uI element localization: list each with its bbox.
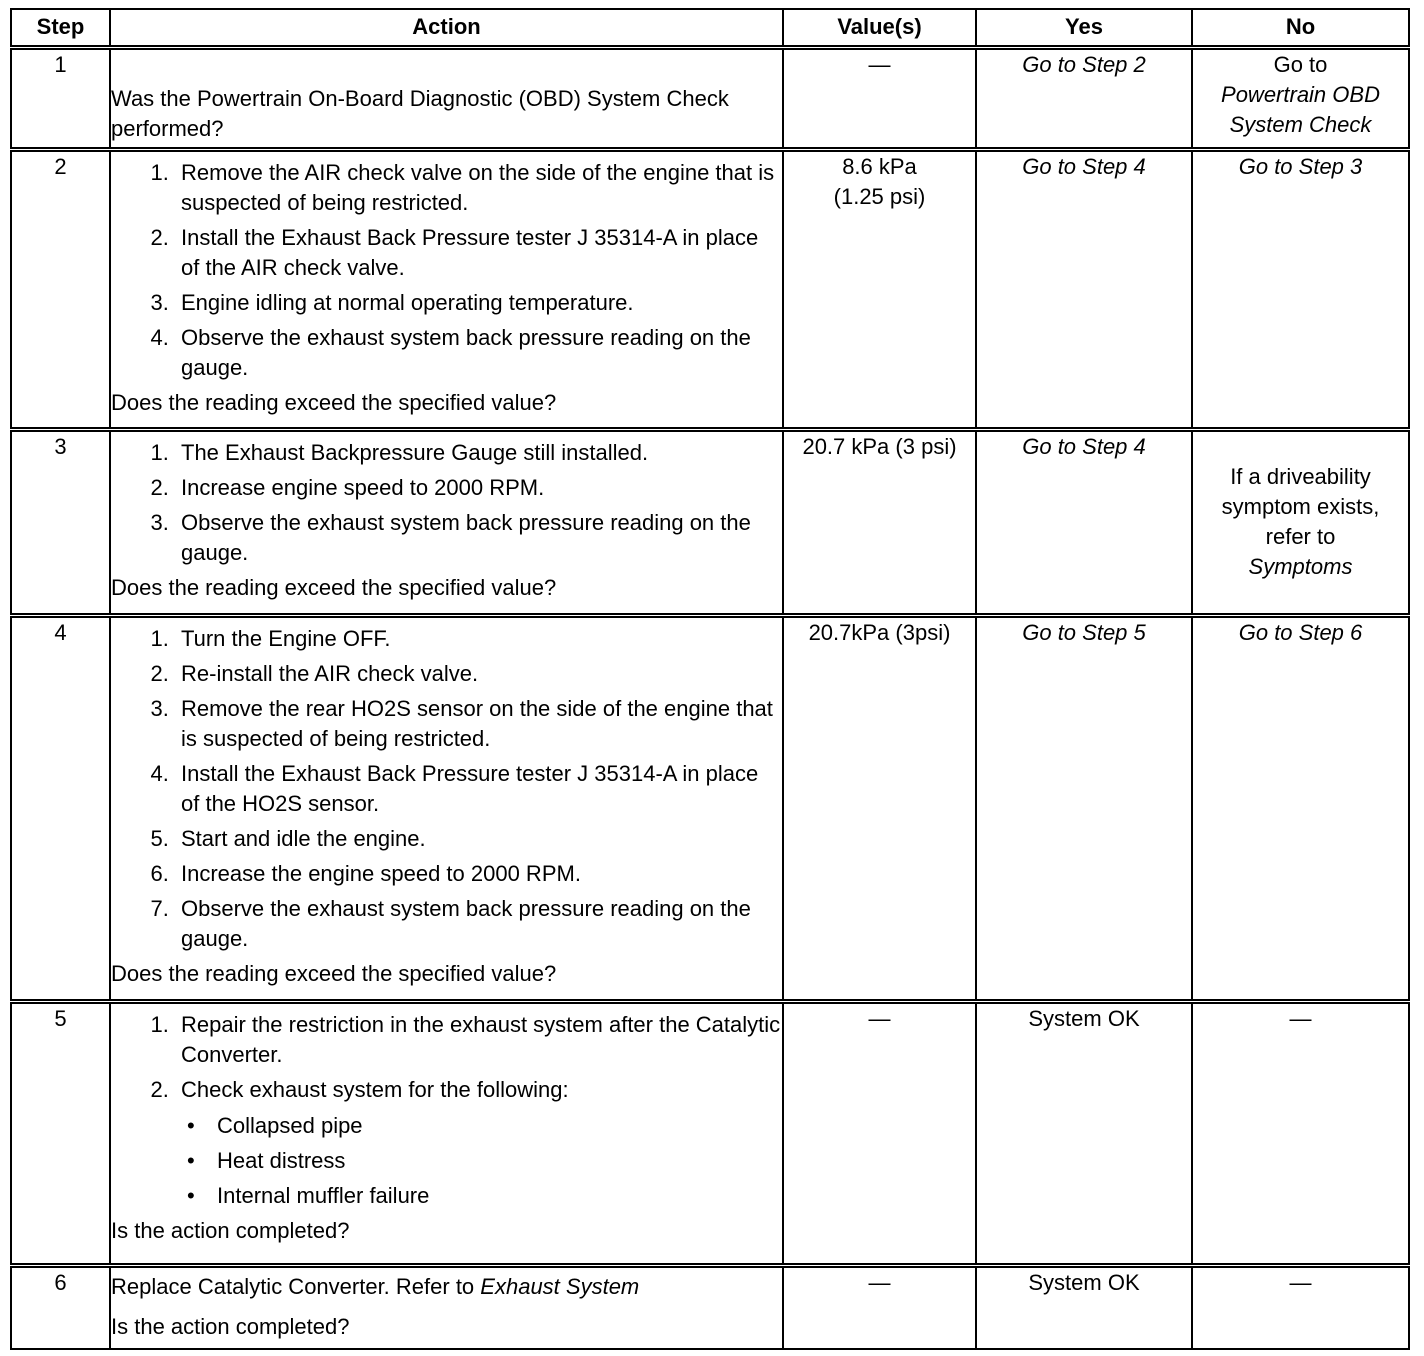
action-step: 4. Observe the exhaust system back pressure reading on the gauge. bbox=[175, 323, 782, 383]
step-number: 5 bbox=[11, 1001, 110, 1265]
action-steps bbox=[111, 624, 782, 954]
yes-text: Go to Step 5 bbox=[1022, 619, 1146, 645]
header-action: Action bbox=[110, 9, 783, 47]
no-cell bbox=[1192, 47, 1409, 149]
action-text bbox=[111, 1272, 782, 1302]
table-row-step-3 bbox=[11, 429, 1409, 615]
table-row-step-5 bbox=[11, 1001, 1409, 1265]
yes-cell bbox=[976, 149, 1192, 429]
yes-text: System OK bbox=[1028, 1269, 1140, 1295]
action-question: Was the Powertrain On-Board Diagnostic (OBD) System Check performed? bbox=[111, 85, 729, 141]
yes-text: Go to Step 2 bbox=[1022, 51, 1146, 77]
action-step: 2. Increase engine speed to 2000 RPM. bbox=[175, 473, 782, 503]
step-number: 2 bbox=[11, 149, 110, 429]
step-number: 4 bbox=[11, 615, 110, 1001]
value-text: — bbox=[868, 1005, 891, 1031]
action-cell bbox=[110, 615, 783, 1001]
action-step: 1. Remove the AIR check valve on the side of the engine that is suspected of being restricted. bbox=[175, 158, 782, 218]
value-text: 20.7kPa (3psi) bbox=[808, 619, 951, 645]
bullet-text: Internal muffler failure bbox=[217, 1182, 430, 1208]
action-step: 2. Install the Exhaust Back Pressure tester J 35314-A in place of the AIR check valve. bbox=[175, 223, 782, 283]
bullet-item: • Heat distress bbox=[187, 1147, 346, 1173]
bullet-text: Collapsed pipe bbox=[217, 1112, 363, 1138]
no-text-line2: Powertrain OBD System Check bbox=[1221, 81, 1380, 137]
action-step: 1. Repair the restriction in the exhaust system after the Catalytic Converter. bbox=[175, 1010, 782, 1070]
header-values: Value(s) bbox=[783, 9, 976, 47]
action-cell bbox=[110, 1265, 783, 1349]
yes-cell bbox=[976, 1001, 1192, 1265]
no-cell bbox=[1192, 429, 1409, 615]
yes-cell bbox=[976, 1265, 1192, 1349]
bullet-item: • Collapsed pipe bbox=[187, 1112, 363, 1138]
step-number: 1 bbox=[11, 47, 110, 149]
bullet-text: Heat distress bbox=[217, 1147, 346, 1173]
yes-text: System OK bbox=[1028, 1005, 1140, 1031]
no-text: — bbox=[1289, 1005, 1312, 1031]
action-question: Does the reading exceed the specified value? bbox=[111, 960, 557, 986]
action-cell bbox=[110, 149, 783, 429]
action-step-text: Check exhaust system for the following: bbox=[181, 1076, 569, 1102]
action-text-reference: Exhaust System bbox=[480, 1273, 640, 1299]
action-question: Does the reading exceed the specified value? bbox=[111, 389, 557, 415]
table-row-step-6 bbox=[11, 1265, 1409, 1349]
no-text: — bbox=[1289, 1269, 1312, 1295]
action-text-main: Replace Catalytic Converter. Refer to bbox=[111, 1273, 475, 1299]
yes-cell bbox=[976, 47, 1192, 149]
action-step: 2. Re-install the AIR check valve. bbox=[175, 659, 782, 689]
table-row-step-1 bbox=[11, 47, 1409, 149]
action-step: 7. Observe the exhaust system back pressure reading on the gauge. bbox=[175, 894, 782, 954]
value-text: 20.7 kPa (3 psi) bbox=[802, 433, 957, 459]
value-cell bbox=[783, 429, 976, 615]
yes-text: Go to Step 4 bbox=[1022, 433, 1146, 459]
value-text: — bbox=[868, 1269, 891, 1295]
no-text: Go to Step 3 bbox=[1238, 153, 1363, 179]
action-step: 1. The Exhaust Backpressure Gauge still installed. bbox=[175, 438, 782, 468]
no-cell bbox=[1192, 149, 1409, 429]
action-step: 3. Engine idling at normal operating temperature. bbox=[175, 288, 782, 318]
no-text: Go to Step 6 bbox=[1238, 619, 1363, 645]
action-steps bbox=[111, 158, 782, 383]
action-step: 5. Start and idle the engine. bbox=[175, 824, 782, 854]
action-step: 3. Remove the rear HO2S sensor on the side of the engine that is suspected of being restricted. bbox=[175, 694, 782, 754]
action-cell bbox=[110, 47, 783, 149]
action-step bbox=[175, 1075, 782, 1211]
no-text-line2: Symptoms bbox=[1248, 554, 1353, 579]
action-step: 4. Install the Exhaust Back Pressure tester J 35314-A in place of the HO2S sensor. bbox=[175, 759, 782, 819]
header-row bbox=[11, 9, 1409, 47]
value-text: — bbox=[868, 51, 891, 77]
no-cell bbox=[1192, 1001, 1409, 1265]
action-steps bbox=[111, 438, 782, 568]
action-question: Is the action completed? bbox=[111, 1313, 350, 1339]
action-step: 3. Observe the exhaust system back pressure reading on the gauge. bbox=[175, 508, 782, 568]
action-question: Does the reading exceed the specified value? bbox=[111, 574, 557, 600]
value-cell bbox=[783, 47, 976, 149]
header-no: No bbox=[1192, 9, 1409, 47]
step-number: 6 bbox=[11, 1265, 110, 1349]
action-steps bbox=[111, 1010, 782, 1211]
bullet-list bbox=[181, 1111, 782, 1211]
yes-text: Go to Step 4 bbox=[1022, 153, 1146, 179]
step-number: 3 bbox=[11, 429, 110, 615]
action-question: Is the action completed? bbox=[111, 1217, 350, 1243]
bullet-item: • Internal muffler failure bbox=[187, 1182, 430, 1208]
action-cell bbox=[110, 429, 783, 615]
no-cell bbox=[1192, 1265, 1409, 1349]
action-step: 1. Turn the Engine OFF. bbox=[175, 624, 782, 654]
action-step: 6. Increase the engine speed to 2000 RPM. bbox=[175, 859, 782, 889]
yes-cell bbox=[976, 429, 1192, 615]
value-cell bbox=[783, 1001, 976, 1265]
no-text-line1: Go to bbox=[1273, 51, 1328, 77]
header-step: Step bbox=[11, 9, 110, 47]
table-row-step-4 bbox=[11, 615, 1409, 1001]
yes-cell bbox=[976, 615, 1192, 1001]
value-text-line2: (1.25 psi) bbox=[833, 183, 926, 209]
table-row-step-2 bbox=[11, 149, 1409, 429]
value-cell bbox=[783, 615, 976, 1001]
diagnostic-table bbox=[10, 8, 1410, 1350]
value-cell bbox=[783, 1265, 976, 1349]
value-cell bbox=[783, 149, 976, 429]
action-cell bbox=[110, 1001, 783, 1265]
value-text-line1: 8.6 kPa bbox=[842, 153, 917, 179]
header-yes: Yes bbox=[976, 9, 1192, 47]
no-cell bbox=[1192, 615, 1409, 1001]
no-text-line1: If a driveability symptom exists, refer to bbox=[1221, 464, 1380, 549]
